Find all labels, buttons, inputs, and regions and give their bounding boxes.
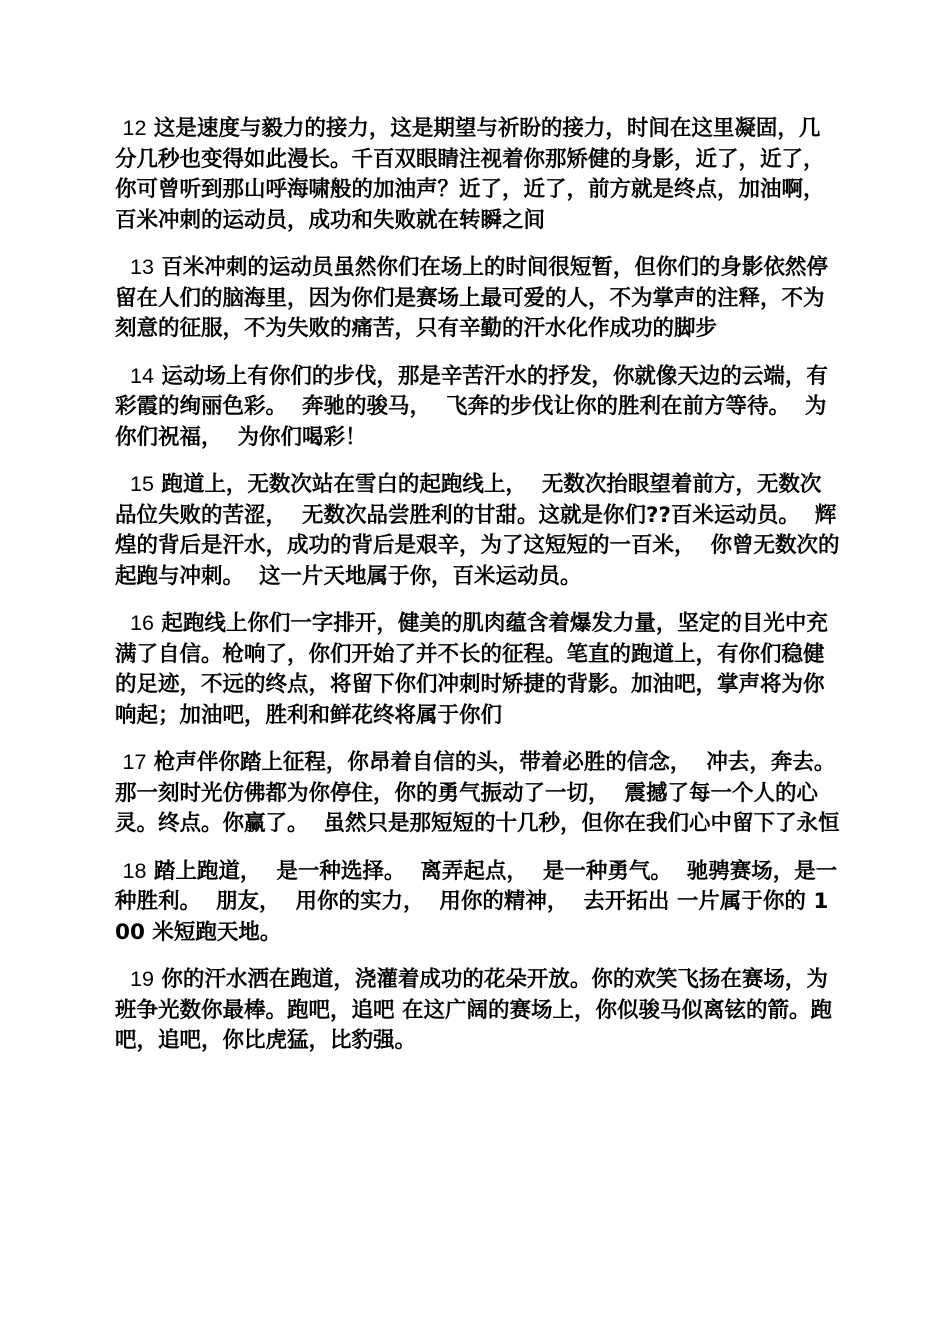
paragraph-number: 16 <box>129 611 154 635</box>
paragraph-text: 枪声伴你踏上征程，你昂着自信的头，带着必胜的信念， 冲去，奔去。 那一刻时光仿佛都为你停住，你的勇气振动了一切， 震撼了每一个人的心灵。终点。你赢了。 虽然只是那短短的十几秒，但你在我们心中留下了永恒 <box>115 750 851 836</box>
paragraph-text: 踏上跑道， 是一种选择。 离弄起点， 是一种勇气。 驰骋赛场，是一种胜利。 朋友， 用你的实力， 用你的精神， 去开拓出 一片属于你的 100 米短跑天地。 <box>115 858 838 945</box>
paragraph-17 <box>115 747 851 840</box>
paragraph-text: 这是速度与毅力的接力，这是期望与祈盼的接力，时间在这里凝固，几分几秒也变得如此漫长。千百双眼睛注视着你那矫健的身影，近了，近了，你可曾听到那山呼海啸般的加油声？近了，近了，前方就是终点，加油啊，百米冲刺的运动员，成功和失败就在转瞬之间 <box>115 116 825 233</box>
paragraph-14 <box>115 361 840 454</box>
paragraph-16 <box>115 608 840 731</box>
paragraph-12 <box>115 113 840 236</box>
paragraph-19 <box>115 964 840 1057</box>
paragraph-number: 17 <box>122 750 147 774</box>
paragraph-text: 你的汗水洒在跑道，浇灌着成功的花朵开放。你的欢笑飞扬在赛场，为班争光数你最棒。跑吧，追吧 在这广阔的赛场上，你似骏马似离铉的箭。跑吧，追吧，你比虎猛，比豹强。 <box>115 967 832 1053</box>
document-page <box>115 113 851 1073</box>
paragraph-number: 18 <box>122 858 147 883</box>
paragraph-number: 15 <box>129 472 154 496</box>
paragraph-text: 运动场上有你们的步伐，那是辛苦汗水的抒发，你就像天边的云端，有彩霞的绚丽色彩。 奔驰的骏马， 飞奔的步伐让你的胜利在前方等待。 为你们祝福， 为你们喝彩！ <box>115 363 828 450</box>
paragraph-number: 14 <box>129 363 154 388</box>
paragraph-text: 起跑线上你们一字排开，健美的肌肉蕴含着爆发力量，坚定的目光中充满了自信。枪响了，你们开始了并不长的征程。笔直的跑道上，有你们稳健的足迹，不远的终点，将留下你们冲刺时矫捷的背影。加油吧，掌声将为你响起；加油吧，胜利和鲜花终将属于你们 <box>115 611 828 728</box>
paragraph-number: 13 <box>129 255 154 279</box>
paragraph-18 <box>115 856 840 949</box>
paragraph-13 <box>115 252 840 345</box>
paragraph-text: 百米冲刺的运动员虽然你们在场上的时间很短暂，但你们的身影依然停留在人们的脑海里，因为你们是赛场上最可爱的人，不为掌声的注释，不为刻意的征服，不为失败的痛苦，只有辛勤的汗水化作成功的脚步 <box>115 255 828 341</box>
paragraph-15 <box>115 469 840 592</box>
paragraph-number: 12 <box>122 116 147 140</box>
paragraph-text: 跑道上，无数次站在雪白的起跑线上， 无数次抬眼望着前方，无数次品位失败的苦涩， 无数次品尝胜利的甘甜。这就是你们??百米运动员。 辉煌的背后是汗水，成功的背后是艰辛，为了这短短的一百米， 你曾无数次的起跑与冲刺。 这一片天地属于你，百米运动员。 <box>115 472 840 589</box>
paragraph-number: 19 <box>129 967 154 991</box>
